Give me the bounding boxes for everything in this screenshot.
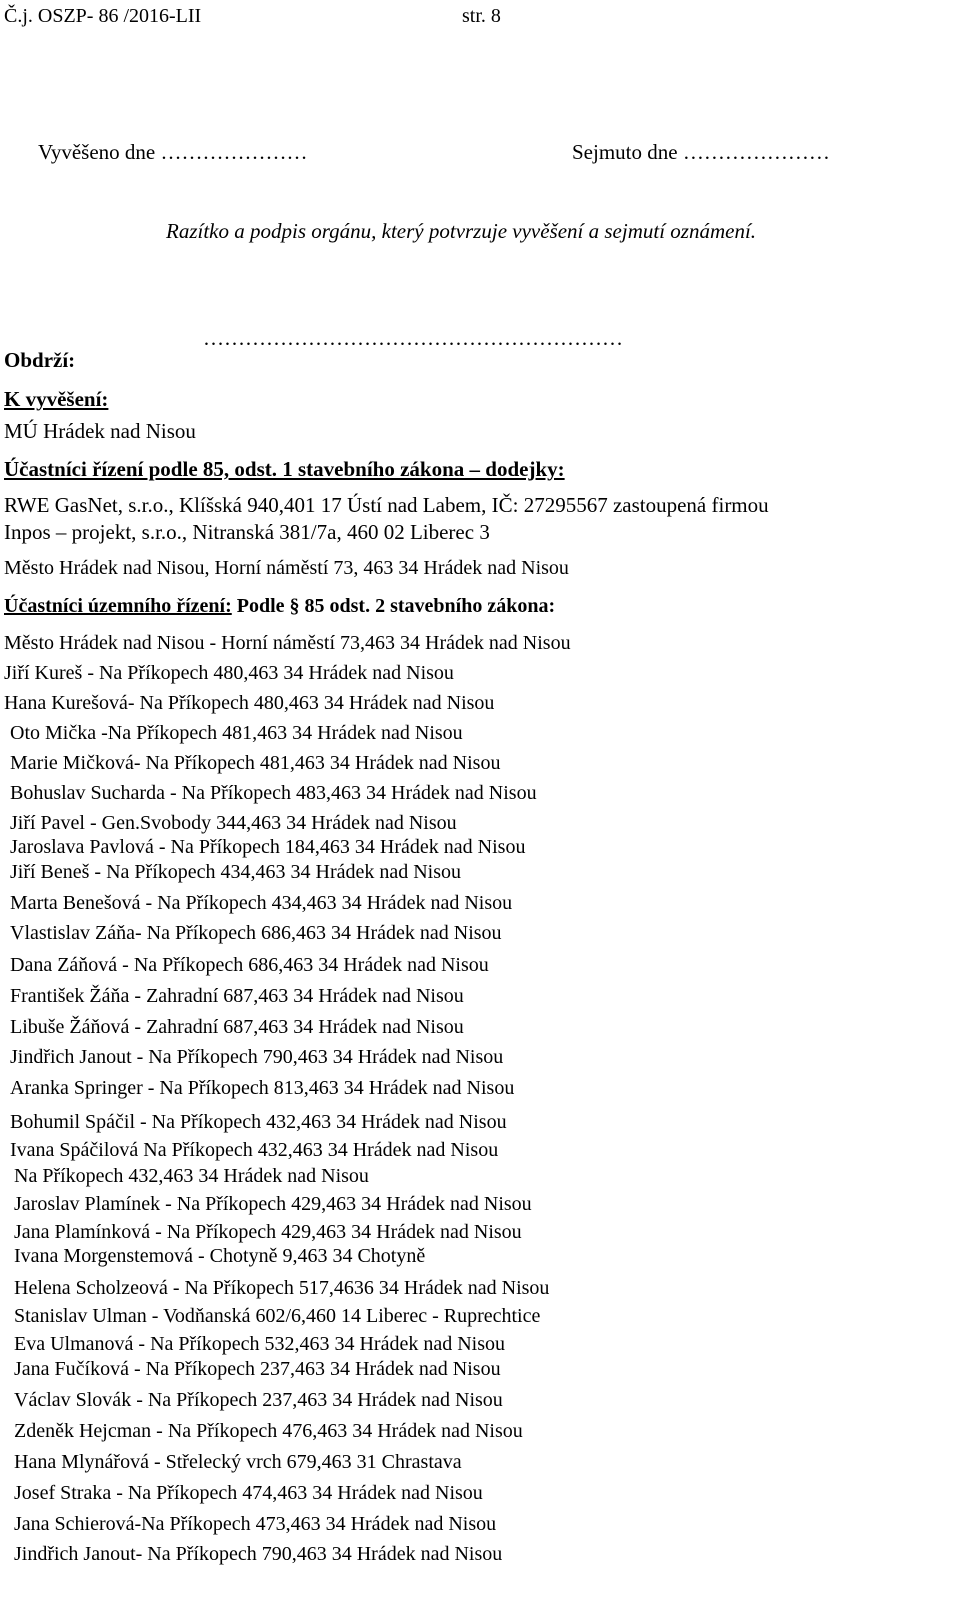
- participant-line: Město Hrádek nad Nisou - Horní náměstí 73,463 34 Hrádek nad Nisou: [4, 632, 571, 654]
- participant-line: Libuše Žáňová - Zahradní 687,463 34 Hrádek nad Nisou: [10, 1016, 464, 1038]
- participant-line: Dana Záňová - Na Příkopech 686,463 34 Hrádek nad Nisou: [10, 954, 489, 976]
- participant-line: Hana Kurešová- Na Příkopech 480,463 34 Hrádek nad Nisou: [4, 692, 495, 714]
- section1-heading: Účastníci řízení podle 85, odst. 1 stavebního zákona – dodejky:: [4, 457, 565, 481]
- recipients-heading: Obdrží:: [4, 348, 76, 372]
- participant-line: Oto Mička -Na Příkopech 481,463 34 Hrádek nad Nisou: [10, 722, 463, 744]
- signature-line: ……………………………………………………: [203, 326, 623, 350]
- posting-heading: K vyvěšení:: [4, 387, 109, 411]
- participant-line: Vlastislav Záňa- Na Příkopech 686,463 34 Hrádek nad Nisou: [10, 922, 502, 944]
- section1-line-2: Inpos – projekt, s.r.o., Nitranská 381/7a, 460 02 Liberec 3: [4, 520, 490, 544]
- participant-line: František Žáňa - Zahradní 687,463 34 Hrádek nad Nisou: [10, 985, 464, 1007]
- participant-line: Zdeněk Hejcman - Na Příkopech 476,463 34 Hrádek nad Nisou: [14, 1420, 523, 1442]
- participant-line: Stanislav Ulman - Vodňanská 602/6,460 14 Liberec - Ruprechtice: [14, 1305, 541, 1327]
- participant-line: Eva Ulmanová - Na Příkopech 532,463 34 Hrádek nad Nisou: [14, 1333, 505, 1355]
- section1-line-1: RWE GasNet, s.r.o., Klíšská 940,401 17 Ústí nad Labem, IČ: 27295567 zastoupená firmou: [4, 493, 769, 517]
- participant-line: Na Příkopech 432,463 34 Hrádek nad Nisou: [14, 1165, 369, 1187]
- participant-line: Jana Schierová-Na Příkopech 473,463 34 Hrádek nad Nisou: [14, 1513, 497, 1535]
- posted-date-label: Vyvěšeno dne …………………: [38, 140, 308, 164]
- participant-line: Jaroslav Plamínek - Na Příkopech 429,463 34 Hrádek nad Nisou: [14, 1193, 532, 1215]
- participant-line: Jana Fučíková - Na Příkopech 237,463 34 Hrádek nad Nisou: [14, 1358, 501, 1380]
- participant-line: Jiří Beneš - Na Příkopech 434,463 34 Hrádek nad Nisou: [10, 861, 462, 883]
- participant-line: Václav Slovák - Na Příkopech 237,463 34 Hrádek nad Nisou: [14, 1389, 503, 1411]
- posting-item: MÚ Hrádek nad Nisou: [4, 419, 196, 443]
- participant-line: Ivana Morgenstemová - Chotyně 9,463 34 Chotyně: [14, 1245, 426, 1267]
- removed-date-label: Sejmuto dne …………………: [572, 140, 830, 164]
- participant-line: Helena Scholzeová - Na Příkopech 517,4636 34 Hrádek nad Nisou: [14, 1277, 550, 1299]
- participant-line: Marie Mičková- Na Příkopech 481,463 34 Hrádek nad Nisou: [10, 752, 501, 774]
- document-reference: Č.j. OSZP- 86 /2016-LII: [4, 5, 202, 27]
- participant-line: Jiří Pavel - Gen.Svobody 344,463 34 Hrádek nad Nisou: [10, 812, 457, 834]
- participant-line: Marta Benešová - Na Příkopech 434,463 34 Hrádek nad Nisou: [10, 892, 513, 914]
- participant-line: Bohumil Spáčil - Na Příkopech 432,463 34 Hrádek nad Nisou: [10, 1111, 507, 1133]
- participant-line: Jaroslava Pavlová - Na Příkopech 184,463 34 Hrádek nad Nisou: [10, 836, 526, 858]
- section1-line-3: Město Hrádek nad Nisou, Horní náměstí 73, 463 34 Hrádek nad Nisou: [4, 557, 569, 579]
- page-number: str. 8: [462, 5, 501, 27]
- participant-line: Jana Plamínková - Na Příkopech 429,463 34 Hrádek nad Nisou: [14, 1221, 522, 1243]
- participant-line: Ivana Spáčilová Na Příkopech 432,463 34 Hrádek nad Nisou: [10, 1139, 499, 1161]
- participant-line: Jindřich Janout- Na Příkopech 790,463 34 Hrádek nad Nisou: [14, 1543, 503, 1565]
- participant-line: Hana Mlynářová - Střelecký vrch 679,463 31 Chrastava: [14, 1451, 462, 1473]
- stamp-note: Razítko a podpis orgánu, který potvrzuje vyvěšení a sejmutí oznámení.: [166, 219, 757, 243]
- participant-line: Jindřich Janout - Na Příkopech 790,463 34 Hrádek nad Nisou: [10, 1046, 504, 1068]
- participant-line: Jiří Kureš - Na Příkopech 480,463 34 Hrádek nad Nisou: [4, 662, 454, 684]
- participant-line: Josef Straka - Na Příkopech 474,463 34 Hrádek nad Nisou: [14, 1482, 483, 1504]
- participant-line: Aranka Springer - Na Příkopech 813,463 34 Hrádek nad Nisou: [10, 1077, 515, 1099]
- participant-line: Bohuslav Sucharda - Na Příkopech 483,463 34 Hrádek nad Nisou: [10, 782, 537, 804]
- section2-heading-underlined: Účastníci územního řízení:: [4, 595, 232, 617]
- section2-heading-bold: Podle § 85 odst. 2 stavebního zákona:: [236, 595, 556, 617]
- section2-heading: [4, 595, 555, 618]
